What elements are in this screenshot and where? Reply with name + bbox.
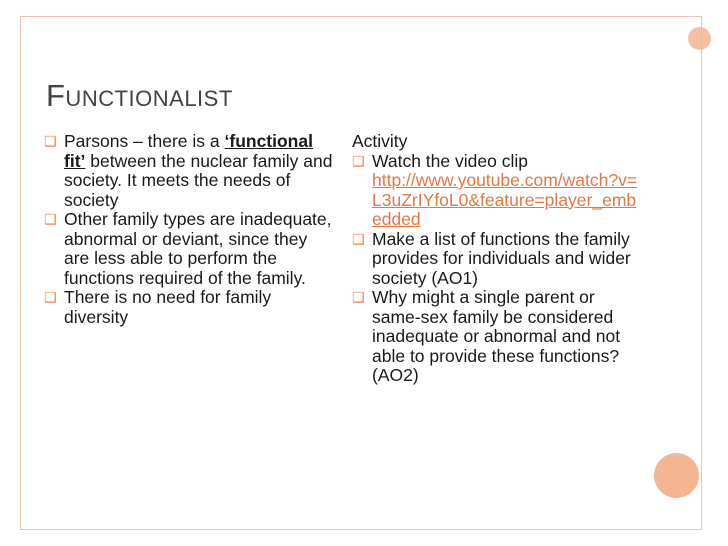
list-item — [44, 132, 334, 210]
item-text-prefix: Parsons – there is a — [64, 131, 225, 151]
bullet-icon: ❑ — [44, 134, 57, 150]
list-item — [352, 288, 642, 386]
right-column — [352, 132, 642, 386]
list-item — [352, 230, 642, 289]
bullet-icon: ❑ — [352, 153, 365, 170]
slide-title: Functionalist — [46, 78, 233, 113]
list-item — [44, 210, 334, 288]
decorative-circle-bottom — [654, 453, 699, 498]
item-text: Make a list of functions the family provides for individuals and wider society (AO1) — [372, 228, 631, 288]
bullet-icon: ❑ — [44, 290, 57, 306]
bullet-icon: ❑ — [352, 290, 365, 306]
item-text: Other family types are inadequate, abnormal or deviant, since they are less able to perform the functions required of the family. — [64, 209, 332, 288]
video-link[interactable]: http://www.youtube.com/watch?v=L3uZrIYfoL0&feature=player_embedded — [372, 170, 638, 229]
list-item — [44, 288, 334, 327]
bullet-icon: ❑ — [44, 212, 57, 228]
item-text-suffix: between the nuclear family and society. It meets the needs of society — [64, 150, 333, 210]
item-text: There is no need for family diversity — [64, 287, 272, 327]
left-column — [44, 132, 334, 327]
list-item — [352, 152, 642, 230]
activity-heading: Activity — [352, 131, 408, 151]
item-text: Watch the video clip — [372, 150, 528, 171]
decorative-circle-top — [688, 27, 711, 50]
functional-fit-term: ‘functional fit’ — [64, 131, 313, 171]
bullet-icon: ❑ — [352, 231, 365, 248]
item-text: Why might a single parent or same-sex family be considered inadequate or abnormal and not able to provide these functions? (AO2) — [372, 287, 621, 385]
